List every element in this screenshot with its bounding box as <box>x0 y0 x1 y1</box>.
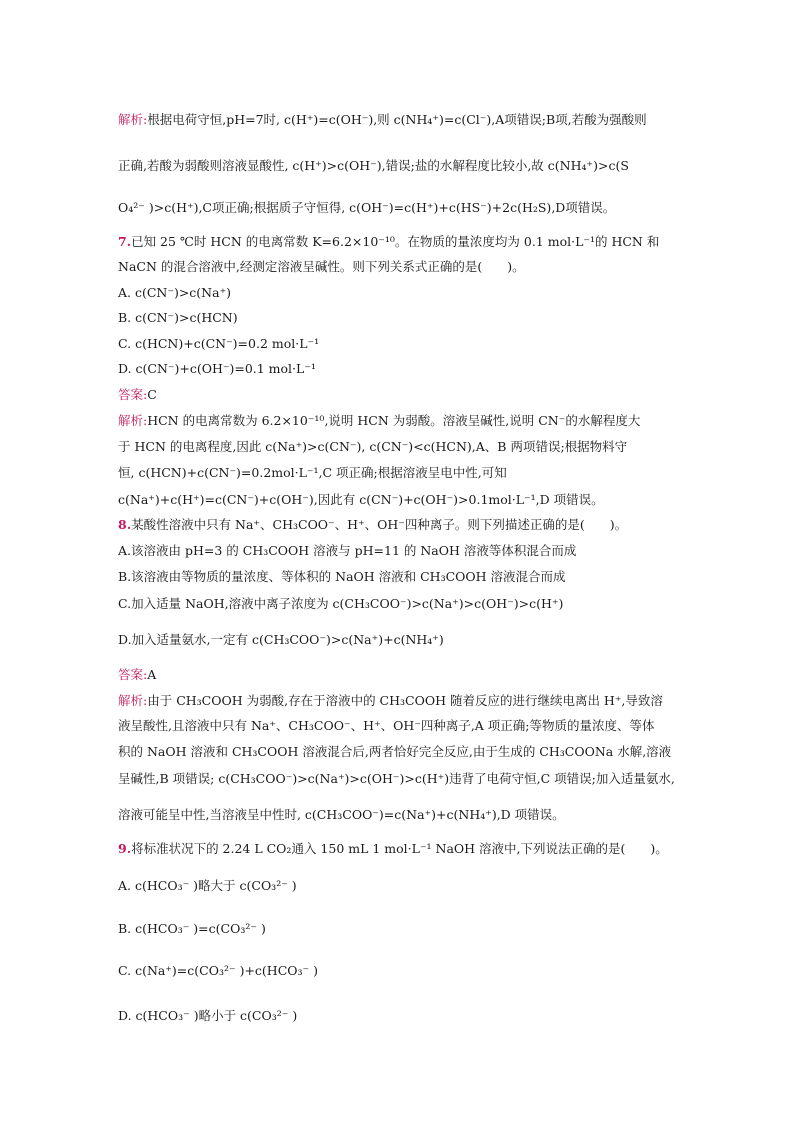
option-b: B. c(CN⁻)>c(HCN) <box>118 310 238 325</box>
text-line: 解析:HCN 的电离常数为 6.2×10⁻¹⁰,说明 HCN 为弱酸。溶液呈碱性,说明 CN⁻的水解程度大 <box>118 413 641 428</box>
text-line: 积的 NaOH 溶液和 CH₃COOH 溶液混合后,两者恰好完全反应,由于生成的 CH₃COONa 水解,溶液 <box>118 744 672 759</box>
option-d: D. c(HCO₃⁻ )略小于 c(CO₃²⁻ ) <box>118 1008 298 1023</box>
option-a: A.该溶液由 pH=3 的 CH₃COOH 溶液与 pH=11 的 NaOH 溶液等体积混合而成 <box>118 543 577 558</box>
option-b: B.该溶液由等物质的量浓度、等体积的 NaOH 溶液和 CH₃COOH 溶液混合而成 <box>118 569 566 584</box>
text-line: 于 HCN 的电离程度,因此 c(Na⁺)>c(CN⁻), c(CN⁻)<c(HCN),A、B 两项错误;根据物料守 <box>118 439 628 454</box>
question-7: 7.已知 25 ℃时 HCN 的电离常数 K=6.2×10⁻¹⁰。在物质的量浓度均为 0.1 mol·L⁻¹的 HCN 和 <box>118 234 660 249</box>
option-c: C. c(Na⁺)=c(CO₃²⁻ )+c(HCO₃⁻ ) <box>118 963 318 978</box>
option-d: D. c(CN⁻)+c(OH⁻)=0.1 mol·L⁻¹ <box>118 361 316 376</box>
question-8: 8.某酸性溶液中只有 Na⁺、CH₃COO⁻、H⁺、OH⁻四种离子。则下列描述正确的是( )。 <box>118 517 628 532</box>
text-line: 液呈酸性,且溶液中只有 Na⁺、CH₃COO⁻、H⁺、OH⁻四种离子,A 项正确;等物质的量浓度、等体 <box>118 718 655 733</box>
text-line: O₄²⁻ )>c(H⁺),C项正确;根据质子守恒得, c(OH⁻)=c(H⁺)+c(HS⁻)+2c(H₂S),D项错误。 <box>118 200 616 215</box>
text-line: 恒, c(HCN)+c(CN⁻)=0.2mol·L⁻¹,C 项正确;根据溶液呈电中性,可知 <box>118 465 507 480</box>
question-9: 9.将标准状况下的 2.24 L CO₂通入 150 mL 1 mol·L⁻¹ NaOH 溶液中,下列说法正确的是( )。 <box>118 841 668 856</box>
answer-line: 答案:C <box>118 387 157 402</box>
option-a: A. c(CN⁻)>c(Na⁺) <box>118 285 232 300</box>
text-line: 解析:根据电荷守恒,pH=7时, c(H⁺)=c(OH⁻),则 c(NH₄⁺)=c(Cl⁻),A项错误;B项,若酸为强酸则 <box>118 112 647 127</box>
text-line: 呈碱性,B 项错误; c(CH₃COO⁻)>c(Na⁺)>c(OH⁻)>c(H⁺)违背了电荷守恒,C 项错误;加入适量氨水, <box>118 771 675 786</box>
option-b: B. c(HCO₃⁻ )=c(CO₃²⁻ ) <box>118 921 266 936</box>
text-line: 溶液可能呈中性,当溶液呈中性时, c(CH₃COO⁻)=c(Na⁺)+c(NH₄⁺),D 项错误。 <box>118 807 565 822</box>
answer-line: 答案:A <box>118 667 157 682</box>
option-c: C.加入适量 NaOH,溶液中离子浓度为 c(CH₃COO⁻)>c(Na⁺)>c(OH⁻)>c(H⁺) <box>118 596 564 611</box>
text-line: 正确,若酸为弱酸则溶液显酸性, c(H⁺)>c(OH⁻),错误;盐的水解程度比较小,故 c(NH₄⁺)>c(S <box>118 158 629 173</box>
option-a: A. c(HCO₃⁻ )略大于 c(CO₃²⁻ ) <box>118 878 297 893</box>
option-d: D.加入适量氨水,一定有 c(CH₃COO⁻)>c(Na⁺)+c(NH₄⁺) <box>118 632 444 647</box>
option-c: C. c(HCN)+c(CN⁻)=0.2 mol·L⁻¹ <box>118 336 320 351</box>
text-line: NaCN 的混合溶液中,经测定溶液呈碱性。则下列关系式正确的是( )。 <box>118 259 525 274</box>
text-line: 解析:由于 CH₃COOH 为弱酸,存在于溶液中的 CH₃COOH 随着反应的进行继续电离出 H⁺,导致溶 <box>118 693 663 708</box>
text-line: c(Na⁺)+c(H⁺)=c(CN⁻)+c(OH⁻),因此有 c(CN⁻)+c(OH⁻)>0.1mol·L⁻¹,D 项错误。 <box>118 492 604 507</box>
